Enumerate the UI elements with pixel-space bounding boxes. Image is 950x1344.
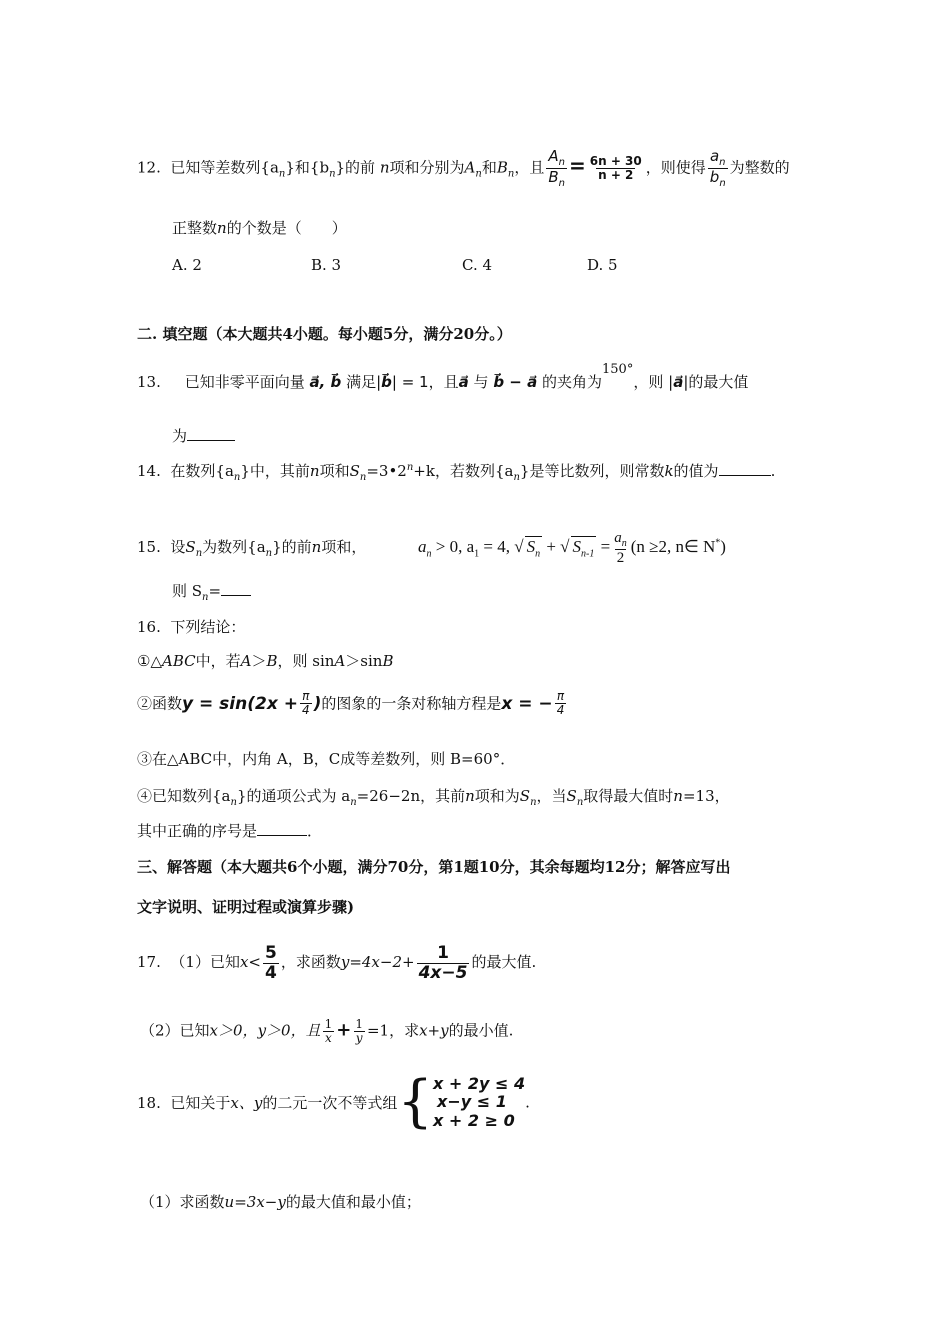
q15-line2: 则 $S_n=$ <box>172 582 251 604</box>
q16-conclusion: 其中正确的序号是 ． <box>137 822 323 840</box>
q12-fraction-anbn: $\frac{a_n}{b_n}$ <box>709 147 726 189</box>
q12-option-c: C. 4 <box>462 256 493 274</box>
q16-answer-blank[interactable] <box>257 835 307 836</box>
q13-line1: 13. 已知非零平面向量 a⃗, b⃗ 满足|b⃗| = 1，且a⃗ 与 b⃗ − a⃗ 的夹角为150°，则 |a⃗|的最大值 <box>137 362 749 391</box>
q18-line: 18. 已知关于x、y的二元一次不等式组{ x + 2y ≤ 4 x−y ≤ 1 x + 2 ≥ 0 . <box>137 1069 530 1135</box>
q12-option-a: A. 2 <box>172 256 202 274</box>
q17-part2: （2）已知x＞0，y＞0，且 $\frac{1}{x}$ + $\frac{1}{y}$ =1，求x+y的最小值. <box>140 1017 514 1046</box>
q16-item-2: ②函数y = sin(2x + $\frac{\pi}{4}$ )的图象的一条对称轴方程是x = − $\frac{\pi}{4}$ <box>137 689 565 718</box>
q15-formula: $a_n > 0$, $a_1 = 4$, √ $S_n$ + √ $S_{n-1}$ = $\frac{a_n}{2}$ (n ≥2, n∈ N*) <box>418 530 726 566</box>
q18-system-brace: { <box>397 1069 434 1135</box>
q12-number: 12. <box>137 158 161 177</box>
q12-fraction-ab: $\frac{A_n}{B_n}$ <box>548 147 565 189</box>
q12-option-d: D. 5 <box>587 256 618 274</box>
q18-part1: （1）求函数u=3x−y的最大值和最小值； <box>140 1193 421 1211</box>
q18-inequality-system: x + 2y ≤ 4 x−y ≤ 1 x + 2 ≥ 0 <box>433 1074 526 1130</box>
q17-part1: 17. （1）已知x< $\frac{5}{4}$ ，求函数y=4x−2+ $\frac{1}{4x-5}$ 的最大值. <box>137 943 537 983</box>
q15-line1: 15. 设$S_n$为数列$\{a_n\}$的前n项和， <box>137 538 367 559</box>
q13-line2: 为 <box>172 427 235 445</box>
section-3-heading-line1: 三、解答题（本大题共6个小题，满分70分，第1题10分，其余每题均12分；解答应写出 <box>137 858 731 876</box>
q12-line2: 正整数n的个数是（ ） <box>172 219 347 237</box>
q12-option-b: B. 3 <box>311 256 342 274</box>
q16-item-3: ③在△ABC中，内角 A，B，C成等差数列，则 B=60°． <box>137 750 516 768</box>
q12-fraction-ratio: $\frac{6n + 30}{n + 2}$ <box>589 153 642 182</box>
q12-line1: 12. 已知等差数列$\{a_n\}$和$\{b_n\}$的前 n项和分别为$A_n$和$B_n$，且 $\frac{A_n}{B_n}$ = $\frac{6n + 30}{n + 2}$ ，则使得 $\frac{a_n}{b_n}$ 为整数的 <box>137 147 790 189</box>
section-2-heading: 二. 填空题（本大题共4小题。每小题5分，满分20分。） <box>137 325 512 343</box>
q14-line: 14. 在数列$\{a_n\}$中，其前n项和$S_n=3•2^n+k$，若数列$\{a_n\}$是等比数列，则常数k的值为 . <box>137 462 776 483</box>
q16-title: 16. 下列结论： <box>137 618 246 636</box>
q16-item-1: ①△ABC中，若A＞B，则 sinA＞sinB <box>137 652 394 670</box>
q13-answer-blank[interactable] <box>187 440 235 441</box>
q15-answer-blank[interactable] <box>221 595 251 596</box>
q14-answer-blank[interactable] <box>719 475 771 476</box>
q16-item-4: ④已知数列$\{a_n\}$的通项公式为 $a_n=26-2n$，其前n项和为$S_n$，当$S_n$取得最大值时n=13， <box>137 787 730 808</box>
section-3-heading-line2: 文字说明、证明过程或演算步骤) <box>137 898 355 916</box>
